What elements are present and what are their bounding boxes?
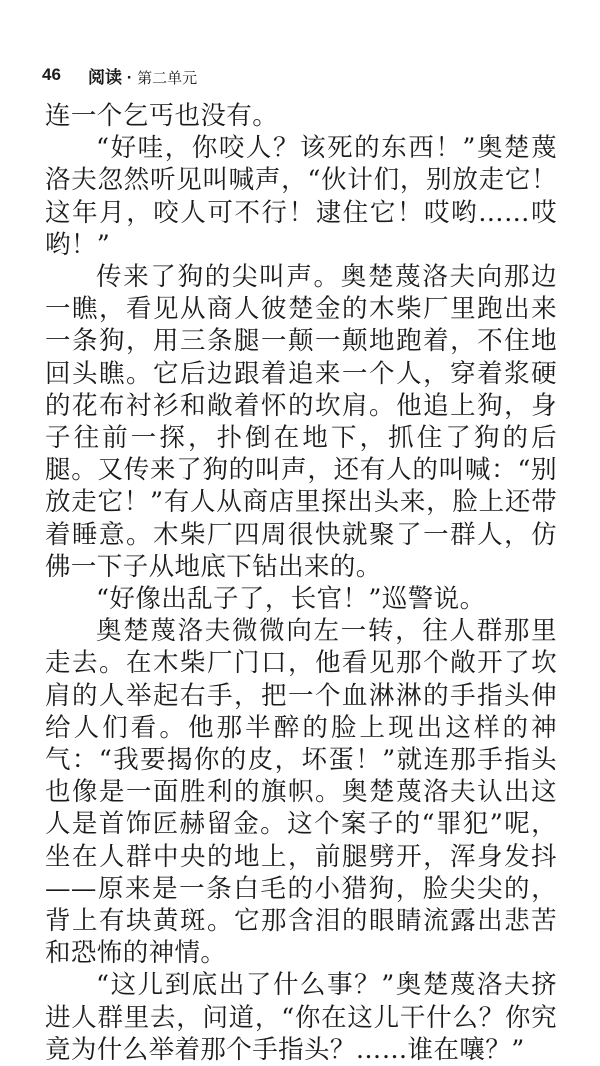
section-title: 阅读 bbox=[88, 67, 122, 87]
page-number: 46 bbox=[42, 65, 61, 84]
paragraph: 连一个乞丐也没有。 bbox=[45, 101, 279, 131]
page-body bbox=[45, 100, 557, 1066]
paragraph: “好像出乱子了，长官！”巡警说。 bbox=[96, 584, 486, 615]
unit-title: 第二单元 bbox=[137, 68, 198, 87]
running-title bbox=[88, 63, 197, 88]
paragraph: “这儿到底出了什么事？”奥楚蔑洛夫挤进人群里去，问道，“你在这儿干什么？你究竟为什么举着那个手指头？……谁在嚷？” bbox=[45, 970, 557, 1065]
paragraph: 奥楚蔑洛夫微微向左一转，往人群那里走去。在木柴厂门口，他看见那个敞开了坎肩的人举起右手，把一个血淋淋的手指头伸给人们看。他那半醉的脸上现出这样的神气：“我要揭你的皮，坏蛋！”就连那手指头也像是一面胜利的旗帜。奥楚蔑洛夫认出这人是首饰匠赫留金。这个案子的“罪犯”呢，坐在人群中央的地上，前腿劈开，浑身发抖——原来是一条白毛的小猎狗，脸尖尖的，背上有块黄斑。它那含泪的眼睛流露出悲苦和恐怖的神情。 bbox=[45, 616, 557, 969]
running-header bbox=[42, 62, 197, 88]
paragraph: “好哇，你咬人？该死的东西！”奥楚蔑洛夫忽然听见叫喊声，“伙计们，别放走它！这年月，咬人可不行！逮住它！哎哟……哎哟！” bbox=[45, 133, 557, 260]
title-separator: · bbox=[126, 67, 133, 87]
paragraph: 传来了狗的尖叫声。奥楚蔑洛夫向那边一瞧，看见从商人彼楚金的木柴厂里跑出来一条狗，用三条腿一颠一颠地跑着，不住地回头瞧。它后边跟着追来一个人，穿着浆硬的花布衬衫和敞着怀的坎肩。他追上狗，身子往前一探，扑倒在地下，抓住了狗的后腿。又传来了狗的叫声，还有人的叫喊：“别放走它！”有人从商店里探出头来，脸上还带着睡意。木柴厂四周很快就聚了一群人，仿佛一下子从地底下钻出来的。 bbox=[45, 262, 557, 582]
